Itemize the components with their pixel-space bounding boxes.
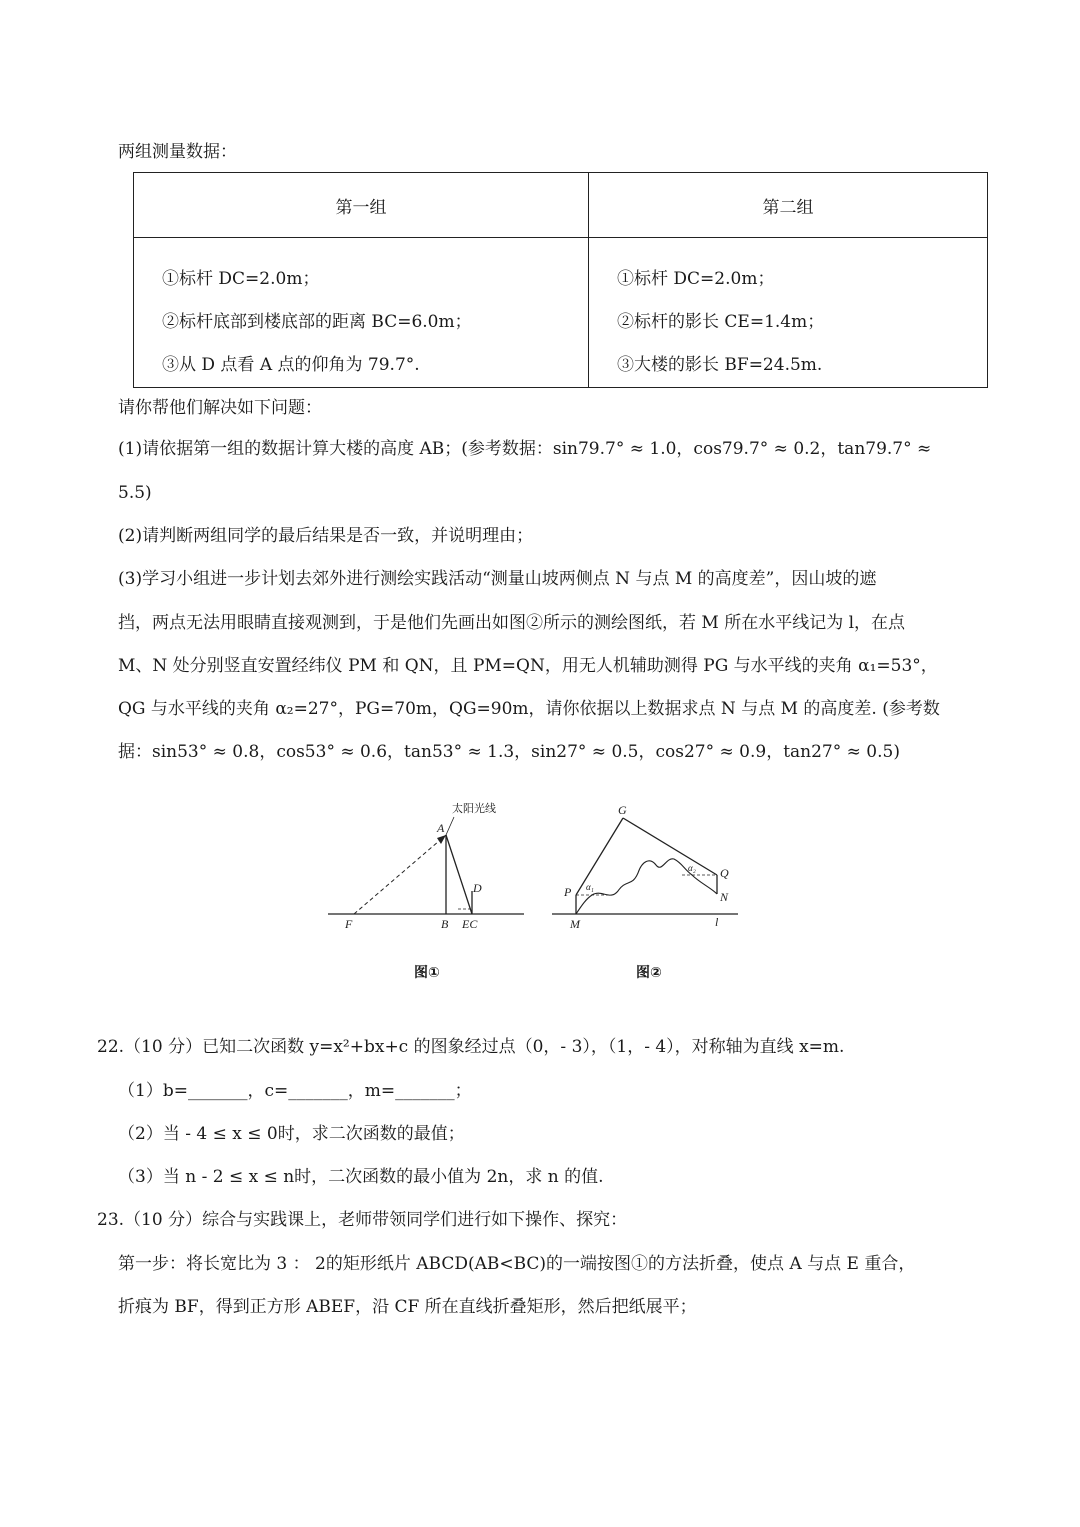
intro-text: 两组测量数据： — [118, 142, 237, 162]
q22-part: （3）当 n - 2 ≤ x ≤ n时，二次函数的最小值为 2n，求 n 的值. — [118, 1167, 604, 1187]
fig2-label-l: l — [715, 915, 719, 929]
q21-line: 5.5) — [118, 483, 152, 503]
q21-line: M、N 处分别竖直安置经纬仪 PM 和 QN，且 PM=QN，用无人机辅助测得 PG 与水平线的夹角 α₁=53°， — [118, 656, 938, 676]
fig1-label-ec: EC — [462, 917, 478, 931]
table-header-group1: 第一组 — [134, 173, 589, 238]
fig1-caption: 图① — [414, 965, 440, 981]
q21-line: (2)请判断两组同学的最后结果是否一致，并说明理由； — [118, 526, 534, 546]
q23-title: 23.（10 分）综合与实践课上，老师带领同学们进行如下操作、探究： — [97, 1210, 628, 1230]
figure-2 — [552, 803, 738, 931]
group2-item: ②标杆的影长 CE=1.4m； — [617, 312, 825, 332]
figures-diagram — [320, 795, 750, 935]
q21-line: QG 与水平线的夹角 α₂=27°，PG=70m，QG=90m，请你依据以上数据求点 N 与点 M 的高度差. (参考数 — [118, 699, 940, 719]
fig1-label-b: B — [441, 917, 449, 931]
group1-item: ②标杆底部到楼底部的距离 BC=6.0m； — [162, 312, 472, 332]
fig2-line-qg — [623, 818, 717, 875]
q21-prompt: 请你帮他们解决如下问题： — [118, 398, 322, 418]
table-cell-group2 — [589, 238, 988, 388]
q21-line: (3)学习小组进一步计划去郊外进行测绘实践活动“测量山坡两侧点 N 与点 M 的高度差”，因山坡的遮 — [118, 569, 877, 589]
fig1-sight-line — [446, 835, 472, 914]
fig1-label-a: A — [437, 821, 445, 835]
fig1-sun-ray — [354, 835, 446, 914]
fig1-arrow-head — [437, 835, 446, 844]
q23-line: 折痕为 BF，得到正方形 ABEF，沿 CF 所在直线折叠矩形，然后把纸展平； — [118, 1297, 697, 1317]
q22-part: （2）当 - 4 ≤ x ≤ 0时，求二次函数的最值； — [118, 1124, 465, 1144]
group2-item: ③大楼的影长 BF=24.5m. — [617, 355, 823, 375]
fig1-label-d: D — [473, 881, 482, 895]
table-header-group2: 第二组 — [589, 173, 988, 238]
fig1-leader-line — [446, 817, 454, 835]
table-cell-group1 — [134, 238, 589, 388]
q21-line: 据：sin53° ≈ 0.8，cos53° ≈ 0.6，tan53° ≈ 1.3，sin27° ≈ 0.5，cos27° ≈ 0.9，tan27° ≈ 0.5) — [118, 742, 900, 762]
q23-line: 第一步：将长宽比为 3 ： 2的矩形纸片 ABCD(AB<BC)的一端按图①的方法折叠，使点 A 与点 E 重合， — [118, 1254, 916, 1274]
fig2-label-g: G — [618, 803, 627, 817]
measurement-table — [133, 172, 988, 388]
group1-item: ①标杆 DC=2.0m； — [162, 269, 320, 289]
fig2-label-alpha1: α₁ — [586, 882, 594, 892]
figure-1 — [328, 801, 524, 931]
fig2-label-alpha2: α₂ — [688, 863, 696, 873]
group2-item: ①标杆 DC=2.0m； — [617, 269, 775, 289]
fig2-caption: 图② — [636, 965, 662, 981]
fig1-sunlight-label: 太阳光线 — [452, 802, 496, 815]
q21-line: (1)请依据第一组的数据计算大楼的高度 AB；(参考数据：sin79.7° ≈ 1.0，cos79.7° ≈ 0.2，tan79.7° ≈ — [118, 439, 932, 459]
fig2-label-p: P — [564, 885, 572, 899]
group1-item: ③从 D 点看 A 点的仰角为 79.7°. — [162, 355, 420, 375]
q22-part: （1）b=_______，c=_______，m=_______； — [118, 1081, 472, 1101]
fig2-label-q: Q — [720, 866, 729, 880]
q21-line: 挡，两点无法用眼睛直接观测到，于是他们先画出如图②所示的测绘图纸，若 M 所在水平线记为 l，在点 — [118, 613, 906, 633]
q22-title: 22.（10 分）已知二次函数 y=x²+bx+c 的图象经过点（0，- 3），（1，- 4），对称轴为直线 x=m. — [97, 1037, 845, 1057]
fig2-line-pg — [576, 818, 623, 895]
fig2-label-m: M — [570, 917, 580, 931]
fig2-label-n: N — [720, 890, 729, 904]
fig1-label-f: F — [345, 917, 353, 931]
